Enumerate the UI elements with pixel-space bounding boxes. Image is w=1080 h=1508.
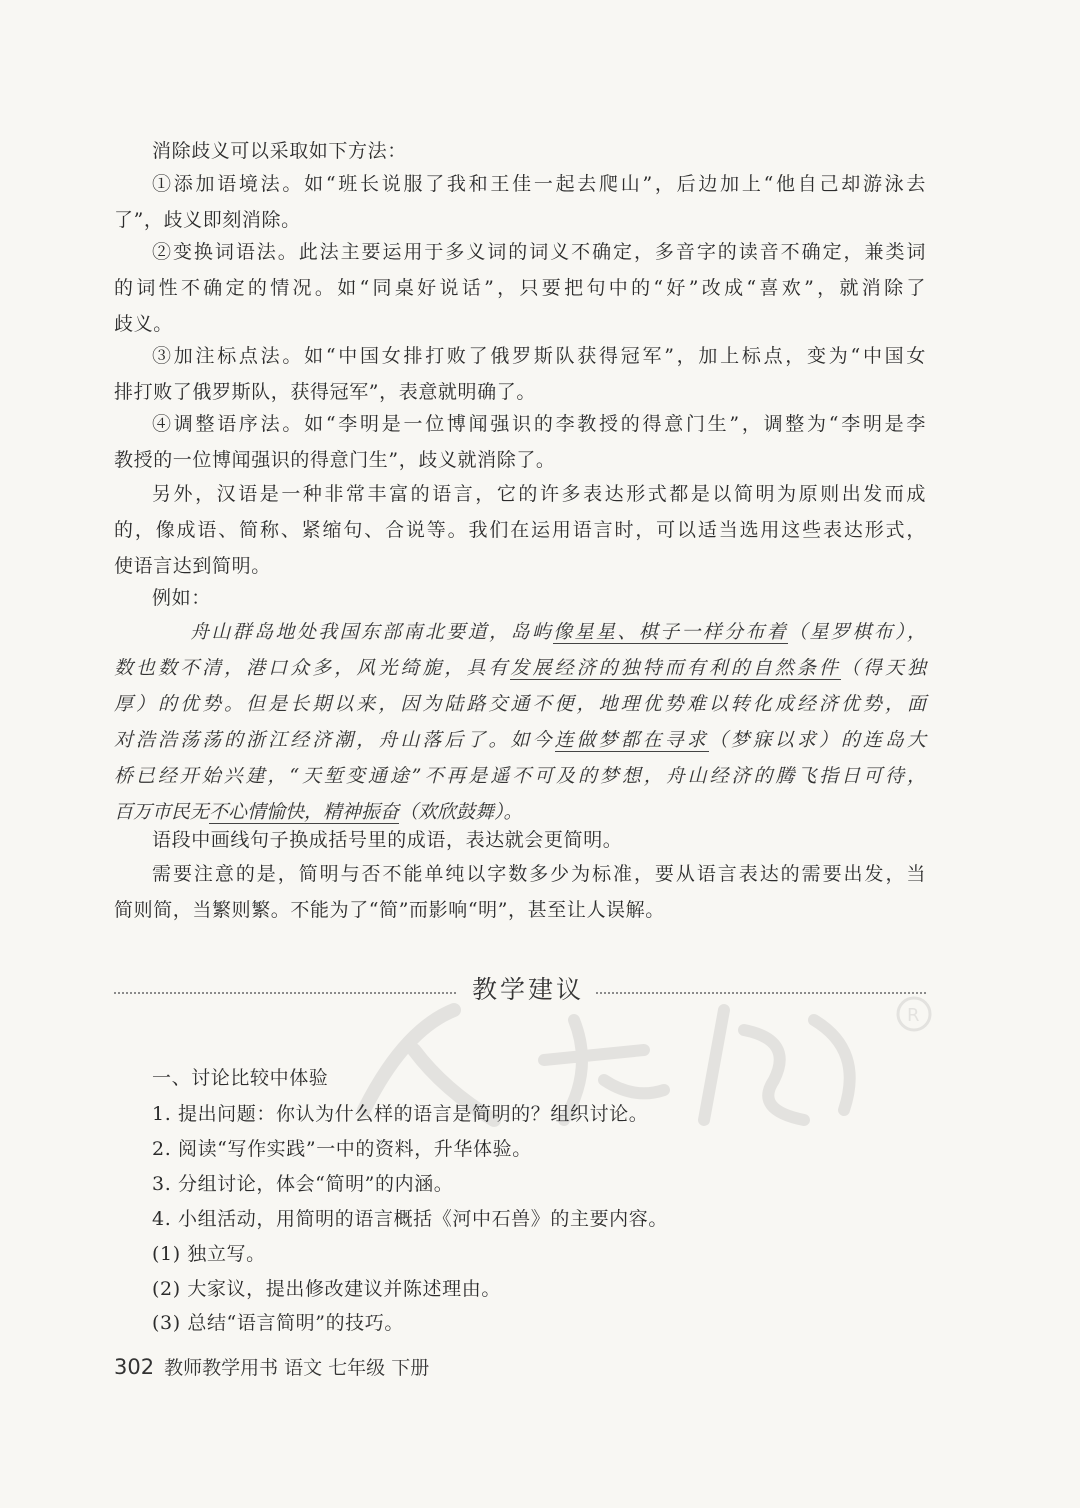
underlined-phrase: 不心情愉快，精神振奋 [209, 801, 400, 823]
text-line: 另外，汉语是一种非常丰富的语言，它的许多表达形式都是以简明为原则出发而成 [152, 483, 926, 505]
text-line: 需要注意的是，简明与否不能单纯以字数多少为标准，要从语言表达的需要出发，当 [152, 863, 926, 885]
list-item: 4. 小组活动，用简明的语言概括《河中石兽》的主要内容。 [152, 1208, 668, 1230]
svg-text:R: R [907, 1005, 920, 1026]
text-line: ②变换词语法。此法主要运用于多义词的词义不确定，多音字的读音不确定，兼类词 [152, 241, 926, 263]
list-item: (3) 总结“语言简明”的技巧。 [152, 1312, 404, 1334]
example-passage [114, 614, 926, 830]
text-line: 一、讨论比较中体验 [152, 1067, 329, 1089]
example-text: 数也数不清，港口众多，风光绮旎，具有 [114, 657, 511, 679]
example-line: 厚）的优势。但是长期以来，因为陆路交通不便，地理优势难以转化成经济优势，面 [114, 693, 926, 715]
text-line: 例如： [152, 587, 211, 609]
method-3-paragraph [114, 338, 926, 410]
method-1-paragraph [114, 166, 926, 238]
list-item: (1) 独立写。 [152, 1243, 266, 1265]
underlined-phrase: 发展经济的独特而有利的自然条件 [510, 657, 841, 679]
intro-paragraph [114, 133, 926, 169]
list-item: 3. 分组讨论，体会“简明”的内涵。 [152, 1173, 454, 1195]
underlined-phrase: 像星星、棋子一样分布着 [553, 621, 789, 643]
list-item: 1. 提出问题：你认为什么样的语言是简明的？组织讨论。 [152, 1103, 649, 1125]
section-title: 教学建议 [472, 975, 585, 1004]
text-line: 的，像成语、简称、紧缩句、合说等。我们在运用语言时，可以适当选用这些表达形式， [114, 519, 926, 541]
book-title: 教师教学用书 语文 七年级 下册 [164, 1357, 430, 1379]
method-4-paragraph [114, 406, 926, 478]
example-text: （梦寐以求）的连岛大 [708, 729, 926, 751]
text-line: 使语言达到简明。 [114, 555, 271, 577]
conclusion-paragraph [114, 822, 926, 858]
example-text: （星罗棋布）， [788, 621, 926, 643]
section-subheading [152, 1060, 964, 1096]
text-line: 排打败了俄罗斯队，获得冠军”，表意就明确了。 [114, 381, 536, 403]
page-footer [114, 1353, 429, 1380]
example-text: （得天独 [840, 657, 926, 679]
text-line: ③加注标点法。如“中国女排打败了俄罗斯队获得冠军”，加上标点，变为“中国女 [152, 345, 926, 367]
text-line: 简则简，当繁则繁。不能为了“简”而影响“明”，甚至让人误解。 [114, 899, 665, 921]
example-line [114, 614, 926, 650]
example-label [114, 580, 926, 616]
method-2-paragraph [114, 234, 926, 342]
note-paragraph [114, 856, 926, 928]
example-line: 桥已经开始兴建，“天堑变通途”不再是遥不可及的梦想，舟山经济的腾飞指日可待， [114, 765, 926, 787]
text-line: 消除歧义可以采取如下方法： [152, 140, 407, 162]
text-line: 的词性不确定的情况。如“同桌好说话”，只要把句中的“好”改成“喜欢”，就消除了 [114, 277, 926, 299]
list-item: (2) 大家议，提出修改建议并陈述理由。 [152, 1278, 501, 1300]
example-line [114, 650, 926, 686]
example-text: （欢欣鼓舞）。 [399, 801, 523, 823]
list-item: 2. 阅读“写作实践”一中的资料，升华体验。 [152, 1138, 532, 1160]
text-line: 歧义。 [114, 313, 173, 335]
other-paragraph [114, 476, 926, 584]
underlined-phrase: 连做梦都在寻求 [554, 729, 709, 751]
text-line: 教授的一位博闻强识的得意门生”，歧义就消除了。 [114, 449, 556, 471]
text-line: ①添加语境法。如“班长说服了我和王佳一起去爬山”，后边加上“他自己却游泳去 [152, 173, 926, 195]
text-line: 语段中画线句子换成括号里的成语，表达就会更简明。 [152, 829, 623, 851]
example-line [114, 722, 926, 758]
example-text: 百万市民无 [114, 801, 210, 823]
example-text: 对浩浩荡荡的浙江经济潮，舟山落后了。如今 [114, 729, 555, 751]
page-number: 302 [114, 1355, 155, 1379]
text-line: 了”，歧义即刻消除。 [114, 209, 301, 231]
example-text: 舟山群岛地处我国东部南北要道，岛屿 [190, 621, 554, 643]
document-page [114, 0, 926, 1508]
text-line: ④调整语序法。如“李明是一位博闻强识的李教授的得意门生”，调整为“李明是李 [152, 413, 926, 435]
